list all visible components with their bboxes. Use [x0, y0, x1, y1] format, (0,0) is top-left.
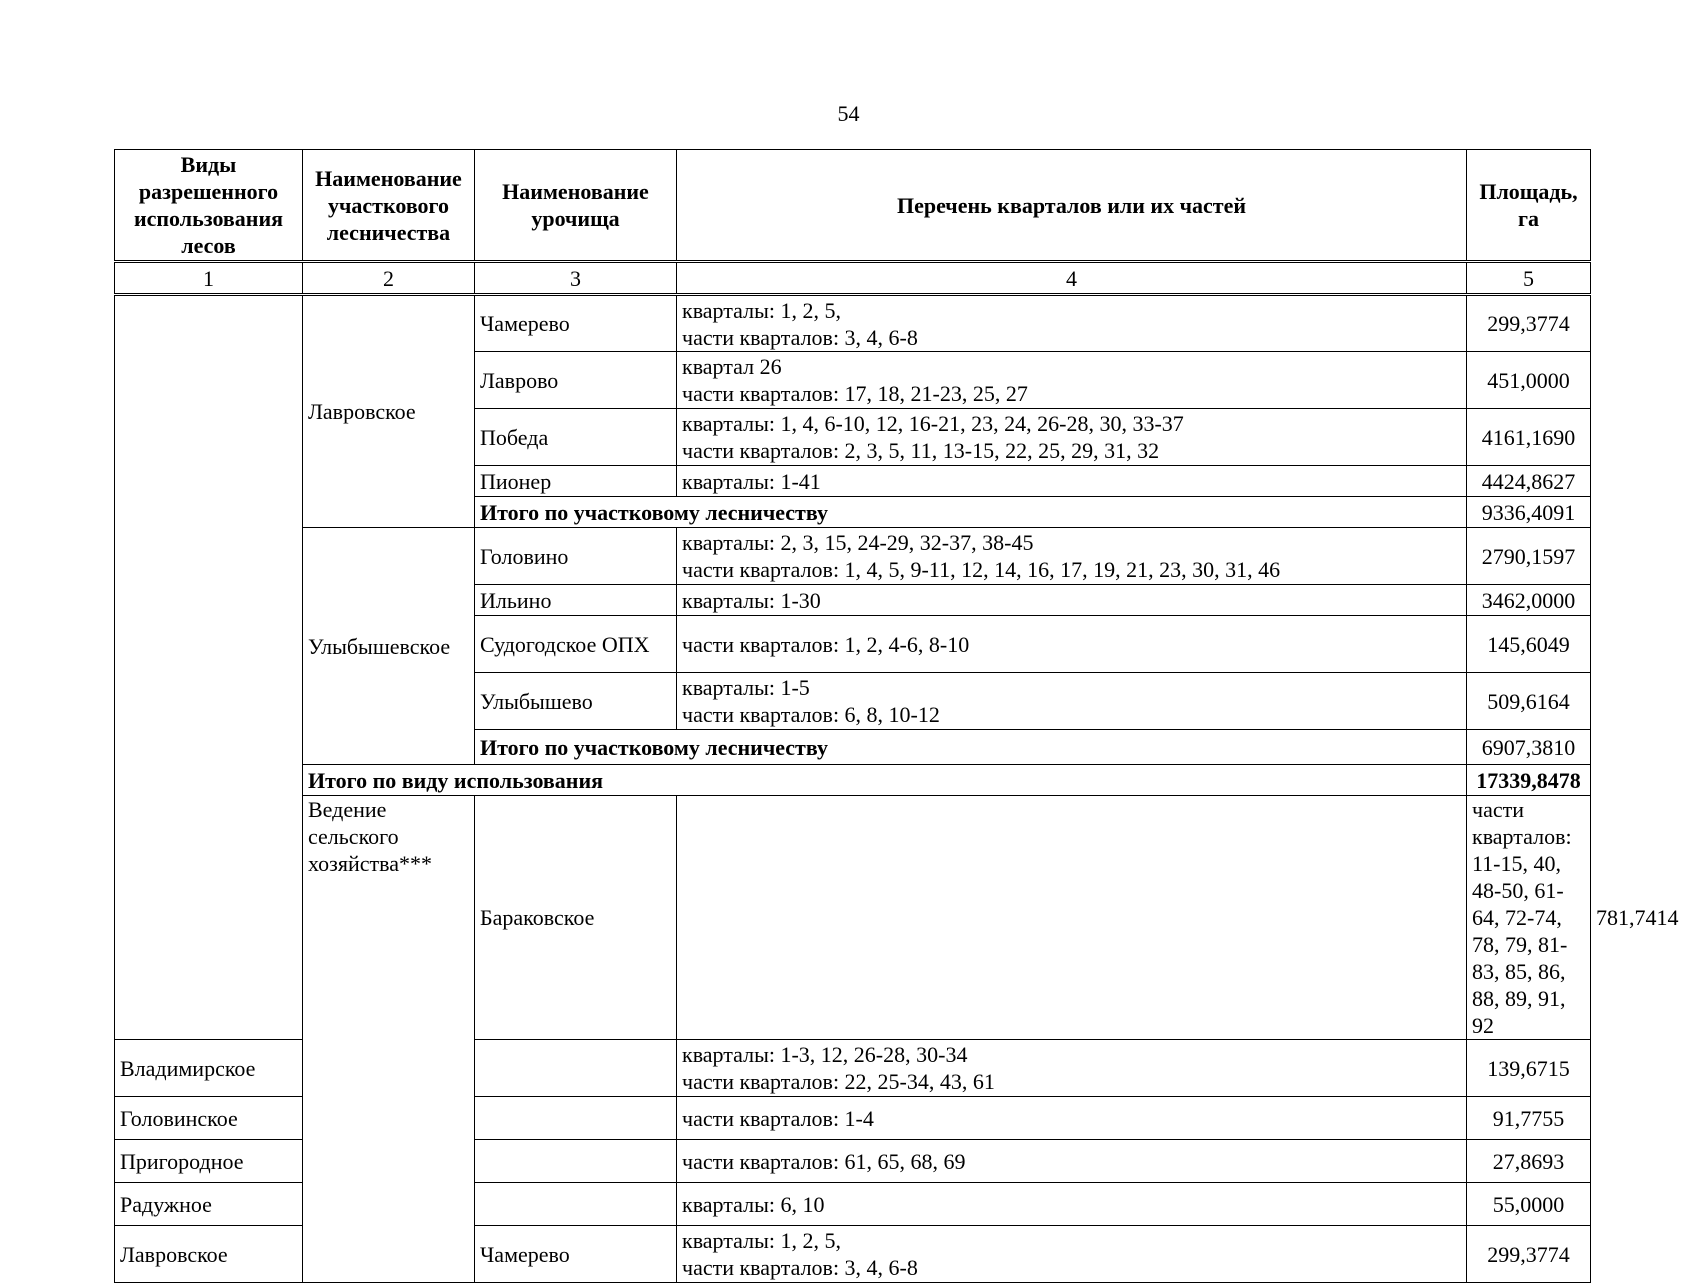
quarters-cell: части кварталов: 1, 2, 4-6, 8-10	[677, 616, 1467, 673]
quarters-line: части кварталов: 3, 4, 6-8	[682, 324, 918, 350]
quarters-line: кварталы: 2, 3, 15, 24-29, 32-37, 38-45	[682, 530, 1034, 555]
use-total-area: 17339,8478	[1467, 765, 1591, 796]
quarters-line: кварталы: 1-5	[682, 675, 810, 700]
area-cell: 2790,1597	[1467, 528, 1591, 585]
quarters-line: части кварталов: 2, 3, 5, 11, 13-15, 22, 25, 29, 31, 32	[682, 438, 1160, 463]
forestry-cell: Лавровское	[115, 1226, 303, 1283]
quarters-cell	[677, 295, 1467, 352]
quarters-line: кварталы: 1, 2, 5,	[682, 297, 841, 323]
quarters-cell	[677, 673, 1467, 730]
use-total-row	[115, 765, 1591, 796]
quarters-cell: кварталы: 1-30	[677, 585, 1467, 616]
area-cell: 145,6049	[1467, 616, 1591, 673]
column-number: 3	[475, 262, 677, 295]
tract-cell	[677, 796, 1467, 1040]
area-cell: 299,3774	[1467, 1226, 1591, 1283]
subtotal-label: Итого по участковому лесничеству	[475, 730, 1467, 765]
area-cell: 27,8693	[1467, 1140, 1591, 1183]
quarters-cell	[677, 409, 1467, 466]
header-tract: Наименование урочища	[475, 150, 677, 262]
area-cell: 451,0000	[1467, 352, 1591, 409]
forestry-cell: Головинское	[115, 1097, 303, 1140]
subtotal-label: Итого по участковому лесничеству	[475, 497, 1467, 528]
use-type-cell: Ведение сельского хозяйства***	[303, 796, 475, 1283]
column-number: 1	[115, 262, 303, 295]
forestry-cell: Бараковское	[475, 796, 677, 1040]
area-cell: 55,0000	[1467, 1183, 1591, 1226]
tract-cell: Чамерево	[475, 1226, 677, 1283]
tract-cell: Лаврово	[475, 352, 677, 409]
tract-cell: Победа	[475, 409, 677, 466]
area-cell: 4424,8627	[1467, 466, 1591, 497]
column-number: 5	[1467, 262, 1591, 295]
header-row	[115, 150, 1591, 262]
table-row: Ведение сельского хозяйства*** Бараковское части кварталов: 11-15, 40, 48-50, 61-64, 72-74, 78, 79, 81-83, 85, 86, 88, 89, 91, 92 781,7414	[115, 796, 1591, 1040]
area-cell: 4161,1690	[1467, 409, 1591, 466]
forestry-cell: Радужное	[115, 1183, 303, 1226]
tract-cell	[475, 1140, 677, 1183]
subtotal-area: 6907,3810	[1467, 730, 1591, 765]
quarters-cell: кварталы: 6, 10	[677, 1183, 1467, 1226]
forestry-cell: Лавровское	[303, 295, 475, 528]
area-cell: 3462,0000	[1467, 585, 1591, 616]
quarters-cell: части кварталов: 1-4	[677, 1097, 1467, 1140]
column-number: 2	[303, 262, 475, 295]
area-cell: 139,6715	[1467, 1040, 1591, 1097]
tract-cell: Пионер	[475, 466, 677, 497]
subtotal-area: 9336,4091	[1467, 497, 1591, 528]
quarters-cell	[677, 352, 1467, 409]
tract-cell: Ильино	[475, 585, 677, 616]
table-row	[115, 295, 1591, 352]
tract-cell	[475, 1183, 677, 1226]
use-total-label: Итого по виду использования	[303, 765, 1467, 796]
tract-cell: Головино	[475, 528, 677, 585]
area-cell: 509,6164	[1467, 673, 1591, 730]
quarters-cell	[677, 1226, 1467, 1283]
forestry-cell: Улыбышевское	[303, 528, 475, 765]
column-number-row	[115, 262, 1591, 295]
header-area: Площадь, га	[1467, 150, 1591, 262]
tract-cell: Чамерево	[475, 295, 677, 352]
quarters-line: части кварталов: 22, 25-34, 43, 61	[682, 1069, 995, 1094]
table-row	[115, 528, 1591, 585]
header-forestry: Наименование участкового лесничества	[303, 150, 475, 262]
quarters-line: квартал 26	[682, 354, 782, 379]
use-type-cell-empty	[115, 295, 303, 1040]
forest-use-table	[114, 149, 1679, 1283]
quarters-line: кварталы: 1, 4, 6-10, 12, 16-21, 23, 24, 26-28, 30, 33-37	[682, 411, 1184, 436]
quarters-line: кварталы: 1-3, 12, 26-28, 30-34	[682, 1042, 968, 1067]
area-cell: 91,7755	[1467, 1097, 1591, 1140]
quarters-cell	[677, 528, 1467, 585]
quarters-line: части кварталов: 6, 8, 10-12	[682, 702, 940, 727]
forestry-cell: Владимирское	[115, 1040, 303, 1097]
area-cell: 299,3774	[1467, 295, 1591, 352]
quarters-line: кварталы: 1, 2, 5,	[682, 1228, 841, 1253]
header-quarters: Перечень кварталов или их частей	[677, 150, 1467, 262]
quarters-line: части кварталов: 17, 18, 21-23, 25, 27	[682, 381, 1028, 406]
quarters-cell	[677, 1040, 1467, 1097]
tract-cell: Улыбышево	[475, 673, 677, 730]
quarters-line: части кварталов: 1, 4, 5, 9-11, 12, 14, 16, 17, 19, 21, 23, 30, 31, 46	[682, 557, 1281, 582]
page-number: 54	[837, 101, 860, 126]
tract-cell: Судогодское ОПХ	[475, 616, 677, 673]
quarters-cell: части кварталов: 11-15, 40, 48-50, 61-64, 72-74, 78, 79, 81-83, 85, 86, 88, 89, 91, 92	[1467, 796, 1591, 1040]
header-use-type: Виды разрешенного использования лесов	[115, 150, 303, 262]
tract-cell	[475, 1040, 677, 1097]
tract-cell	[475, 1097, 677, 1140]
forestry-cell: Пригородное	[115, 1140, 303, 1183]
quarters-cell: кварталы: 1-41	[677, 466, 1467, 497]
column-number: 4	[677, 262, 1467, 295]
quarters-cell: части кварталов: 61, 65, 68, 69	[677, 1140, 1467, 1183]
quarters-line: части кварталов: 3, 4, 6-8	[682, 1255, 918, 1280]
